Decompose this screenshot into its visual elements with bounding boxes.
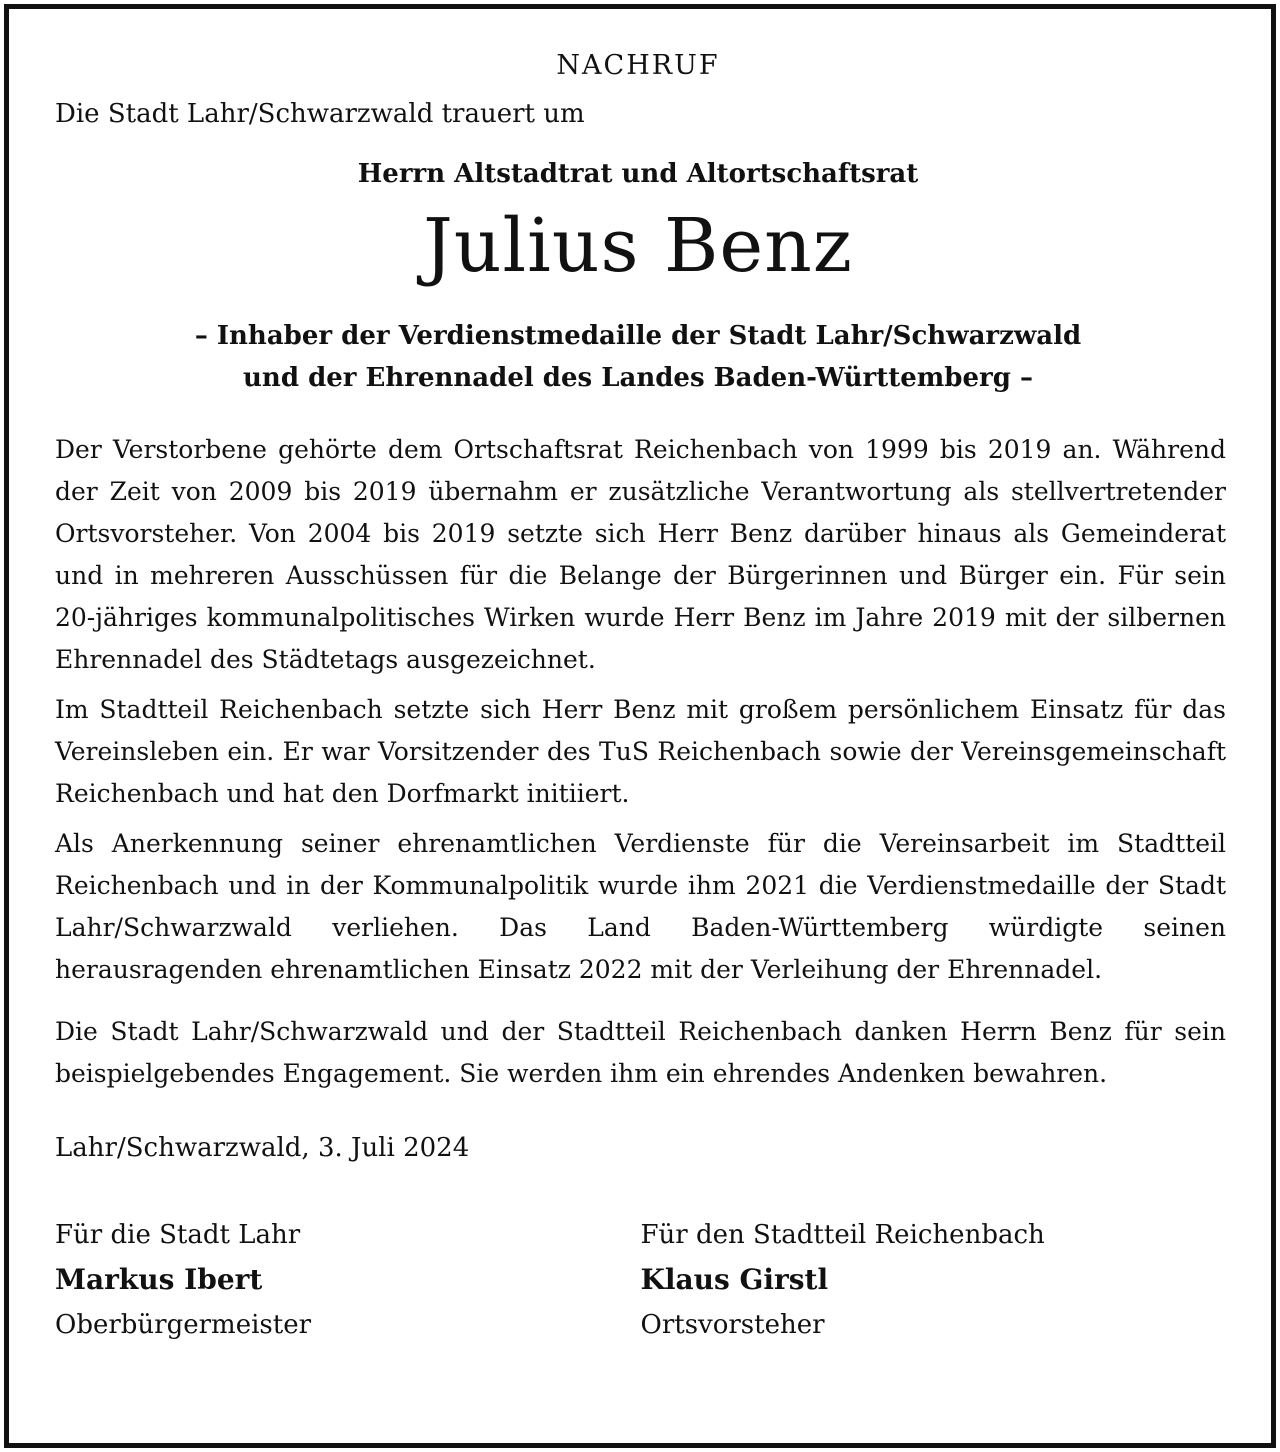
- honors-line: und der Ehrennadel des Landes Baden-Württemberg –: [243, 363, 1033, 393]
- obituary-notice: [50, 40, 1226, 1345]
- signature-for: Für die Stadt Lahr: [55, 1220, 301, 1250]
- body-paragraph: Im Stadtteil Reichenbach setzte sich Herr Benz mit großem persönlichem Einsatz für das Vereinsleben ein. Er war Vorsitzender des TuS Reichenbach sowie der Vereinsgemeinschaft Reichenbach und hat den Dorfmarkt initiiert.: [55, 695, 1226, 808]
- body-paragraph: Als Anerkennung seiner ehrenamtlichen Verdienste für die Vereinsarbeit im Stadtteil Reichenbach und in der Kommunalpolitik wurde ihm 2021 die Verdienstmedaille der Stadt Lahr/Schwarzwald verliehen. Das Land Baden-Württemberg würdigte seinen herausragenden ehrenamtlichen Einsatz 2022 mit der Verleihung der Ehrennadel.: [55, 829, 1226, 984]
- signatory-role: Oberbürgermeister: [55, 1310, 312, 1340]
- signature-for: Für den Stadtteil Reichenbach: [640, 1220, 1045, 1250]
- intro-line: Die Stadt Lahr/Schwarzwald trauert um: [55, 99, 585, 129]
- signatory-name: Klaus Girstl: [640, 1263, 829, 1296]
- signatory-role: Ortsvorsteher: [640, 1310, 825, 1340]
- signature-left: [55, 1215, 641, 1345]
- honors-block: [50, 315, 1226, 399]
- notice-heading: NACHRUF: [556, 50, 720, 81]
- closing-paragraph: Die Stadt Lahr/Schwarzwald und der Stadtteil Reichenbach danken Herrn Benz für sein beispielgebendes Engagement. Sie werden ihm ein ehrendes Andenken bewahren.: [55, 1017, 1226, 1088]
- body-paragraph: Der Verstorbene gehörte dem Ortschaftsrat Reichenbach von 1999 bis 2019 an. Während der Zeit von 2009 bis 2019 übernahm er zusätzliche Verantwortung als stellvertretender Ortsvorsteher. Von 2004 bis 2019 setzte sich Herr Benz darüber hinaus als Gemeinderat und in mehreren Ausschüssen für die Belange der Bürgerinnen und Bürger ein. Für sein 20-jähriges kommunalpolitisches Wirken wurde Herr Benz im Jahre 2019 mit der silbernen Ehrennadel des Städtetags ausgezeichnet.: [55, 435, 1226, 674]
- honors-line: – Inhaber der Verdienstmedaille der Stadt Lahr/Schwarzwald: [194, 321, 1082, 351]
- place-date: Lahr/Schwarzwald, 3. Juli 2024: [55, 1133, 470, 1163]
- honorary-title: Herrn Altstadtrat und Altortschaftsrat: [357, 159, 919, 189]
- signatory-name: Markus Ibert: [55, 1263, 263, 1296]
- signature-block: [55, 1215, 1226, 1345]
- signature-right: [641, 1215, 1227, 1345]
- deceased-name: Julius Benz: [423, 203, 853, 289]
